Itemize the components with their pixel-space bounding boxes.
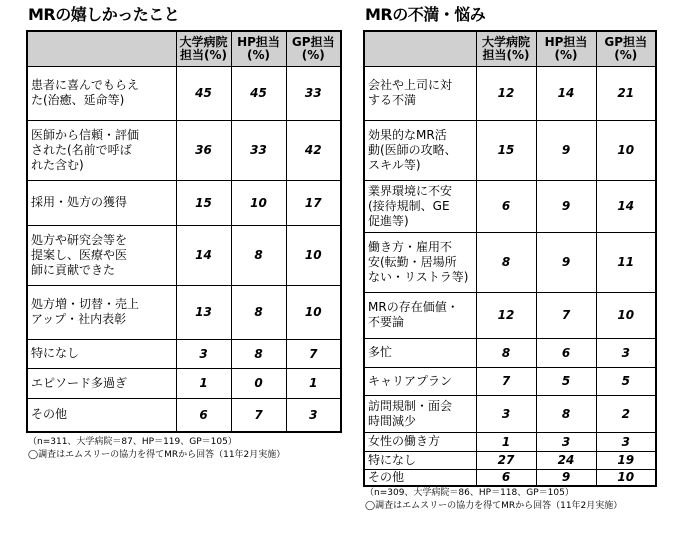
value-gp: 21 <box>596 66 656 120</box>
value-gp: 3 <box>286 398 341 432</box>
value-univ: 1 <box>476 432 536 451</box>
header-gp: GP担当 (%) <box>596 31 656 66</box>
value-gp: 17 <box>286 180 341 225</box>
panel-title: MRの嬉しかったこと <box>28 5 180 24</box>
row-label: 患者に喜んでもらえ た(治癒、延命等) <box>27 66 176 120</box>
row-label: 処方増・切替・売上 アップ・社内表彰 <box>27 285 176 339</box>
value-hp: 24 <box>536 451 596 469</box>
survey-note: ◯調査はエムスリーの協力を得てMRから回答（11年2月実施） <box>365 501 623 511</box>
value-hp: 8 <box>231 225 286 285</box>
header-hp: HP担当 (%) <box>536 31 596 66</box>
value-hp: 9 <box>536 232 596 292</box>
value-hp: 5 <box>536 367 596 395</box>
row-label: 業界環境に不安 (接待規制、GE 促進等) <box>364 180 476 232</box>
value-univ: 3 <box>176 339 231 368</box>
table-row <box>27 180 341 225</box>
value-hp: 7 <box>536 292 596 338</box>
sample-size-note: （n=309、大学病院＝86、HP＝118、GP＝105） <box>365 488 574 498</box>
table-row <box>27 225 341 285</box>
header-corner <box>364 31 476 66</box>
value-hp: 45 <box>231 66 286 120</box>
table-row <box>27 285 341 339</box>
value-univ: 8 <box>476 338 536 367</box>
value-univ: 15 <box>176 180 231 225</box>
value-gp: 7 <box>286 339 341 368</box>
row-label: 採用・処方の獲得 <box>27 180 176 225</box>
row-label: キャリアプラン <box>364 367 476 395</box>
value-hp: 8 <box>536 395 596 432</box>
happy-table <box>26 30 342 433</box>
value-univ: 12 <box>476 66 536 120</box>
value-univ: 6 <box>176 398 231 432</box>
table-row <box>364 180 656 232</box>
panel-mr-complaints <box>363 0 660 513</box>
value-hp: 3 <box>536 432 596 451</box>
survey-note: ◯調査はエムスリーの協力を得てMRから回答（11年2月実施） <box>28 450 286 460</box>
value-univ: 45 <box>176 66 231 120</box>
value-univ: 6 <box>476 180 536 232</box>
value-hp: 6 <box>536 338 596 367</box>
value-gp: 3 <box>596 432 656 451</box>
value-univ: 15 <box>476 120 536 180</box>
value-gp: 10 <box>596 120 656 180</box>
row-label: 働き方・雇用不 安(転勤・居場所 ない・リストラ等) <box>364 232 476 292</box>
table-row <box>364 232 656 292</box>
header-univ: 大学病院 担当(%) <box>476 31 536 66</box>
value-hp: 0 <box>231 368 286 398</box>
panel-mr-happy <box>26 0 346 462</box>
table-row <box>27 398 341 432</box>
table-row <box>364 469 656 486</box>
table-row <box>364 395 656 432</box>
row-label: 女性の働き方 <box>364 432 476 451</box>
value-hp: 8 <box>231 285 286 339</box>
value-gp: 10 <box>286 225 341 285</box>
value-univ: 27 <box>476 451 536 469</box>
value-hp: 10 <box>231 180 286 225</box>
row-label: エピソード多過ぎ <box>27 368 176 398</box>
value-hp: 9 <box>536 120 596 180</box>
row-label: 効果的なMR活 動(医師の攻略、 スキル等) <box>364 120 476 180</box>
table-row <box>27 368 341 398</box>
value-gp: 10 <box>596 469 656 486</box>
value-univ: 13 <box>176 285 231 339</box>
value-gp: 5 <box>596 367 656 395</box>
table-row <box>364 367 656 395</box>
value-gp: 10 <box>286 285 341 339</box>
value-gp: 14 <box>596 180 656 232</box>
value-gp: 42 <box>286 120 341 180</box>
value-gp: 19 <box>596 451 656 469</box>
table-row <box>364 338 656 367</box>
value-gp: 33 <box>286 66 341 120</box>
row-label: 多忙 <box>364 338 476 367</box>
complaints-table <box>363 30 657 487</box>
value-univ: 14 <box>176 225 231 285</box>
table-row <box>27 339 341 368</box>
value-hp: 7 <box>231 398 286 432</box>
value-univ: 7 <box>476 367 536 395</box>
header-univ: 大学病院 担当(%) <box>176 31 231 66</box>
row-label: 医師から信頼・評価 された(名前で呼ば れた含む) <box>27 120 176 180</box>
value-hp: 9 <box>536 469 596 486</box>
row-label: その他 <box>27 398 176 432</box>
table-row <box>364 66 656 120</box>
table-row <box>364 432 656 451</box>
sample-size-note: （n=311、大学病院＝87、HP＝119、GP＝105） <box>28 437 237 447</box>
header-hp: HP担当 (%) <box>231 31 286 66</box>
value-univ: 1 <box>176 368 231 398</box>
value-hp: 33 <box>231 120 286 180</box>
value-hp: 8 <box>231 339 286 368</box>
row-label: 訪問規制・面会 時間減少 <box>364 395 476 432</box>
value-univ: 6 <box>476 469 536 486</box>
table-row <box>27 66 341 120</box>
row-label: 特になし <box>364 451 476 469</box>
table-row <box>364 451 656 469</box>
value-gp: 11 <box>596 232 656 292</box>
value-univ: 8 <box>476 232 536 292</box>
row-label: 会社や上司に対 する不満 <box>364 66 476 120</box>
row-label: 特になし <box>27 339 176 368</box>
value-hp: 14 <box>536 66 596 120</box>
panel-title: MRの不満・悩み <box>365 5 486 24</box>
row-label: MRの存在価値・ 不要論 <box>364 292 476 338</box>
value-univ: 36 <box>176 120 231 180</box>
header-row <box>27 31 341 66</box>
value-gp: 3 <box>596 338 656 367</box>
row-label: その他 <box>364 469 476 486</box>
value-gp: 10 <box>596 292 656 338</box>
value-hp: 9 <box>536 180 596 232</box>
table-row <box>27 120 341 180</box>
value-gp: 2 <box>596 395 656 432</box>
value-univ: 12 <box>476 292 536 338</box>
table-row <box>364 292 656 338</box>
value-gp: 1 <box>286 368 341 398</box>
table-row <box>364 120 656 180</box>
header-row <box>364 31 656 66</box>
value-univ: 3 <box>476 395 536 432</box>
header-corner <box>27 31 176 66</box>
row-label: 処方や研究会等を 提案し、医療や医 師に貢献できた <box>27 225 176 285</box>
header-gp: GP担当 (%) <box>286 31 341 66</box>
